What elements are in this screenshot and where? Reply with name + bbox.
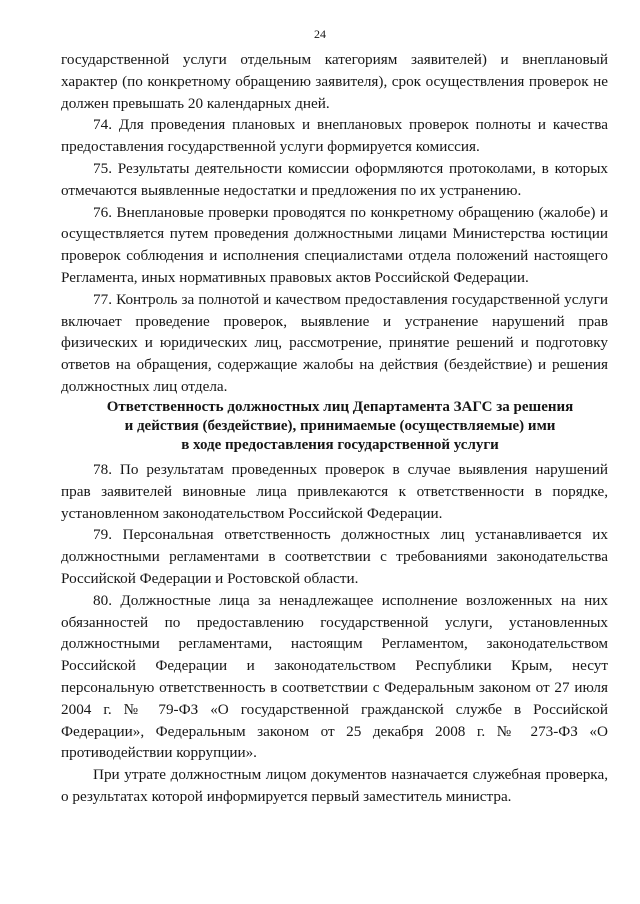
paragraph-document-loss: При утрате должностным лицом документов назначается служебная проверка, о результатах которой информируется первый заместитель министра. [61,766,608,805]
paragraph-75: 75. Результаты деятельности комиссии оформляются протоколами, в которых отмечаются выявленные недостатки и предложения по их устранению. [61,159,608,199]
page-number: 24 [314,27,326,41]
paragraphs-before-heading [61,49,608,398]
heading-line-1: Ответственность должностных лиц Департамента ЗАГС за решения [106,399,574,415]
paragraph-78: 78. По результатам проведенных проверок в случае выявления нарушений прав заявителей виновные лица привлекаются к ответственности в порядке, установленном законодательством Российской Федерации. [61,461,608,522]
paragraph-80: 80. Должностные лица за ненадлежащее исполнение возложенных на них обязанностей по предоставлению государственной услуги, установленных должностными регламентами, настоящим Регламентом, законодательством Российской Федерации и законодательством Республики Крым, несут персональную ответственность в соответствии с Федеральным законом от 27 июля 2004 г. № 79-ФЗ «О государственной гражданской службе в Российской Федерации», Федеральным законом от 25 декабря 2008 г. № 273-ФЗ «О противодействии коррупции». [61,591,608,762]
paragraph-74: 74. Для проведения плановых и внеплановых проверок полноты и качества предоставления государственной услуги формируется комиссия. [61,116,608,156]
heading-line-3: в ходе предоставления государственной услуги [181,437,499,453]
heading-line-2: и действия (бездействие), принимаемые (осуществляемые) ими [124,418,556,434]
section-heading [80,398,600,455]
paragraphs-after-heading [61,459,608,808]
paragraph-79: 79. Персональная ответственность должностных лиц устанавливается их должностными регламентами в соответствии с требованиями законодательства Российской Федерации и Ростовской области. [61,526,608,587]
paragraph-77: 77. Контроль за полнотой и качеством предоставления государственной услуги включает проведение проверок, выявление и устранение нарушений прав физических и юридических лиц, рассмотрение, принятие решений и подготовку ответов на обращения, содержащие жалобы на действия (бездействие) и решения должностных лиц отдела. [61,290,608,395]
paragraph-continuation: государственной услуги отдельным категориям заявителей) и внеплановый характер (по конкретному обращению заявителя), срок осуществления проверок не должен превышать 20 календарных дней. [61,51,608,112]
paragraph-76: 76. Внеплановые проверки проводятся по конкретному обращению (жалобе) и осуществляется путем проведения должностными лицами Министерства юстиции проверок соблюдения и исполнения специалистами отдела положений настоящего Регламента, иных нормативных правовых актов Российской Федерации. [61,203,608,286]
